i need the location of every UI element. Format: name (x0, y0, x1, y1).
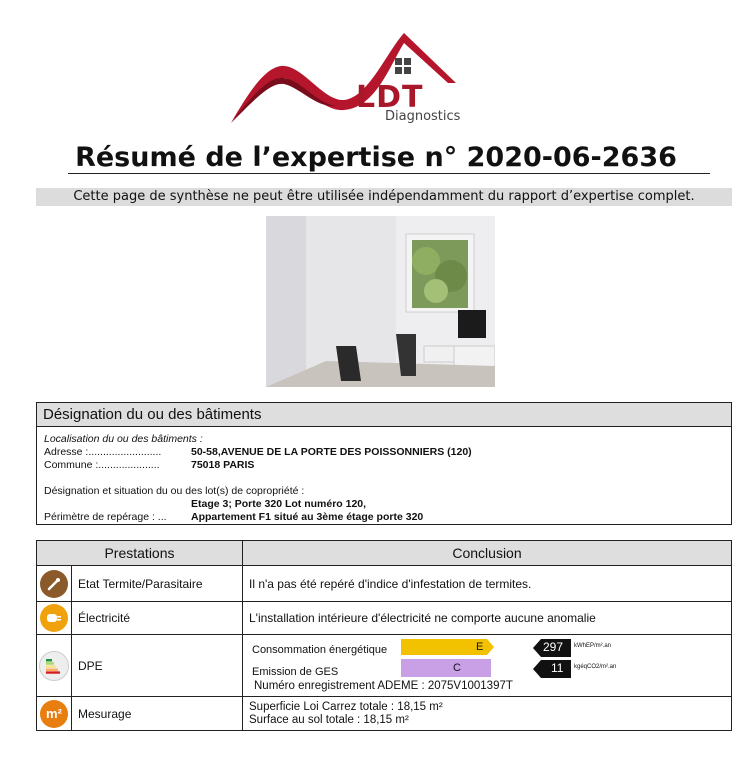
termite-icon (40, 570, 68, 598)
ges-class: C (453, 661, 461, 674)
m2-icon-text: m² (46, 706, 62, 721)
table-row (37, 602, 732, 635)
lots-value: Etage 3; Porte 320 Lot numéro 120, (191, 498, 367, 510)
logo-subtitle: Diagnostics (385, 109, 461, 124)
page-title: Résumé de l’expertise n° 2020-06-2636 (75, 142, 677, 173)
synthesis-notice: Cette page de synthèse ne peut être utilisée indépendamment du rapport d’expertise complet. (36, 188, 732, 206)
row-name: DPE (72, 635, 243, 697)
ges-class-bar (401, 659, 491, 677)
table-row (37, 635, 732, 697)
perimeter-label: Périmètre de repérage : ... (44, 511, 167, 523)
dpe-block (243, 636, 731, 696)
m2-icon (40, 700, 68, 728)
conso-label: Consommation énergétique (252, 643, 388, 656)
logo-brand: LDT (356, 80, 424, 115)
ges-unit: kgéqCO2/m².an (574, 663, 617, 670)
address-value: 50-58,AVENUE DE LA PORTE DES POISSONNIERS (120) (191, 446, 472, 458)
address-label: Adresse :......................... (44, 446, 162, 458)
lots-label: Désignation et situation du ou des lot(s) de copropriété : (44, 485, 305, 497)
conso-unit: kWhEP/m².an (574, 642, 612, 649)
table-header-row (37, 541, 732, 566)
floor-surface: Surface au sol totale : 18,15 m² (249, 713, 409, 726)
row-name: Mesurage (72, 697, 243, 731)
designation-section (36, 402, 732, 525)
energy-label-icon (39, 651, 69, 681)
row-conclusion: Il n'a pas été repéré d'indice d'infestation de termites. (243, 566, 732, 602)
property-photo (266, 216, 495, 387)
conso-value: 297 (543, 639, 564, 654)
location-label: Localisation du ou des bâtiments : (44, 433, 203, 445)
commune-value: 75018 PARIS (191, 459, 255, 471)
ademe-number: Numéro enregistrement ADEME : 2075V1001397T (254, 679, 513, 692)
conso-class: E (476, 640, 484, 653)
table-row (37, 697, 732, 731)
row-name: Etat Termite/Parasitaire (72, 566, 243, 602)
title-underline (68, 173, 710, 174)
ges-value: 11 (551, 660, 564, 675)
row-conclusion (243, 697, 732, 731)
conclusion-header: Conclusion (243, 541, 732, 566)
row-name: Électricité (72, 602, 243, 635)
table-row (37, 566, 732, 602)
row-conclusion: L'installation intérieure d'électricité ne comporte aucune anomalie (243, 602, 732, 635)
electricity-icon (40, 604, 68, 632)
perimeter-value: Appartement F1 situé au 3ème étage porte 320 (191, 511, 424, 523)
services-table (36, 540, 732, 731)
designation-heading: Désignation du ou des bâtiments (37, 403, 731, 427)
carrez-surface: Superficie Loi Carrez totale : 18,15 m² (249, 700, 443, 713)
prestations-header: Prestations (37, 541, 243, 566)
commune-label: Commune :..................... (44, 459, 160, 471)
ges-label: Emission de GES (252, 665, 339, 678)
